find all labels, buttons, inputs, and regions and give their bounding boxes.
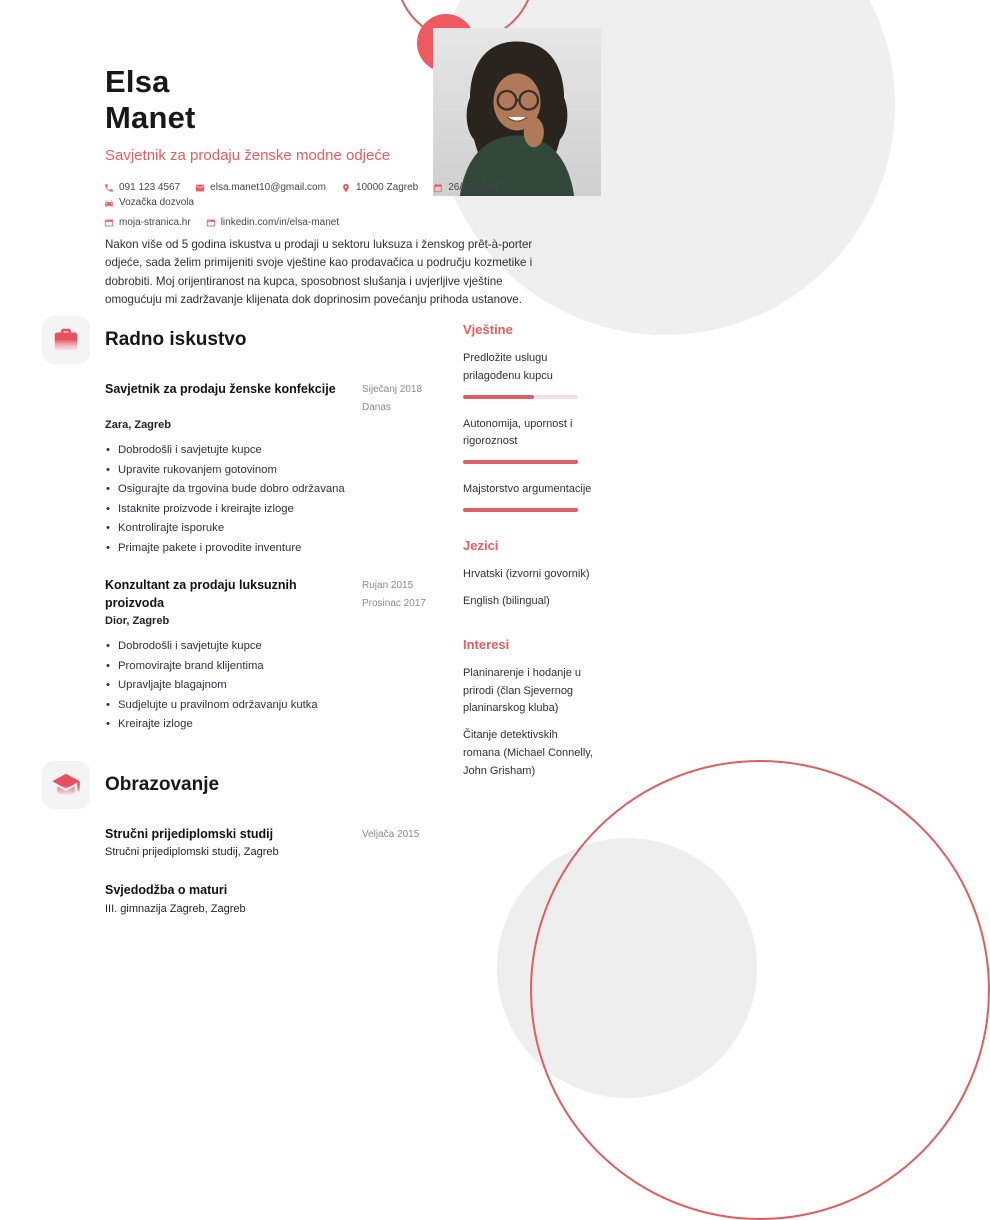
- main-column: [42, 316, 446, 939]
- language-item: English (bilingual): [463, 594, 550, 607]
- job-title: Konzultant za prodaju luksuznih proizvoda: [105, 578, 297, 610]
- job-duties-list: [105, 441, 446, 558]
- language-item: Hrvatski (izvorni govornik): [463, 568, 590, 581]
- profile-summary: Nakon više od 5 godina iskustva u prodaji u sektoru luksuza i ženskog prêt-à-porter odjeće, sada želim primijeniti svoje vještine kao prodavačica u području kozmetike i dobrobiti. Moj orijentiranost na kupca, sposobnost slušanja i uvjerljive vještine omogućuju mi zadržavanje klijenata dok doprinosim povećanju prihoda ustanove.: [105, 238, 533, 306]
- skill-label: Majstorstvo argumentacije: [463, 483, 592, 496]
- phone-contact[interactable]: [104, 182, 180, 193]
- location-icon: [341, 183, 351, 193]
- education-date: Veljača 2015: [362, 828, 420, 840]
- skill-level-bar: [463, 508, 578, 512]
- mail-icon: [195, 183, 205, 193]
- experience-section-header: [42, 316, 446, 364]
- job-duty: • Dobrodošli i savjetujte kupce: [105, 441, 446, 461]
- job-duty: • Osigurajte da trgovina bude dobro održavana: [105, 480, 446, 500]
- birthdate-text: 26/04/1994: [448, 182, 499, 193]
- job-duty: • Promovirajte brand klijentima: [105, 657, 446, 677]
- calendar-icon: [433, 183, 443, 193]
- job-duty: • Dobrodošli i savjetujte kupce: [105, 637, 446, 657]
- job-company: Zara, Zagreb: [105, 419, 172, 431]
- skills-heading: Vještine: [463, 322, 513, 337]
- location-text: 10000 Zagreb: [355, 182, 419, 193]
- job-date-end: Prosinac 2017: [362, 597, 426, 609]
- job-dates: [362, 577, 446, 612]
- job-company: Dior, Zagreb: [105, 615, 170, 628]
- profile-photo: [433, 28, 601, 196]
- website-url: moja-stranica.hr: [119, 217, 191, 228]
- briefcase-icon: [42, 316, 90, 364]
- education-section: [42, 761, 446, 915]
- job-duty: • Primajte pakete i provodite inventure: [105, 539, 446, 559]
- linkedin-contact[interactable]: [206, 217, 339, 228]
- education-school: III. gimnazija Zagreb, Zagreb: [105, 902, 246, 915]
- phone-number: 091 123 4567: [119, 182, 181, 193]
- phone-icon: [104, 183, 114, 193]
- education-school: Stručni prijediplomski studij, Zagreb: [105, 846, 279, 859]
- skill-label: Autonomija, upornost i rigoroznost: [463, 417, 573, 448]
- linkedin-icon: [206, 218, 216, 228]
- contact-info: [104, 182, 584, 237]
- graduation-cap-icon: [42, 761, 90, 809]
- languages-heading: Jezici: [463, 538, 499, 554]
- interest-item: Čitanje detektivskih romana (Michael Connelly, John Grisham): [463, 729, 594, 777]
- interests-section: [463, 637, 596, 781]
- driving-license-contact: [104, 197, 194, 208]
- skill-item: [463, 350, 596, 399]
- skill-item: [463, 481, 596, 512]
- linkedin-url: linkedin.com/in/elsa-manet: [220, 217, 340, 228]
- skill-level-bar: [463, 460, 578, 464]
- job-dates: [362, 381, 446, 416]
- professional-headline: Savjetnik za prodaju ženske modne odjeće: [105, 146, 391, 164]
- education-section-header: [42, 761, 446, 809]
- languages-section: [463, 538, 596, 611]
- sidebar-column: [463, 322, 596, 790]
- decorative-ring-bottom: [530, 760, 990, 1220]
- job-duties-list: [105, 637, 446, 735]
- person-name: [105, 64, 390, 136]
- job-date-end: Danas: [362, 401, 391, 413]
- resume-page: [0, 0, 640, 915]
- education-entry: [105, 826, 446, 859]
- job-date-start: Rujan 2015: [362, 580, 414, 592]
- email-contact[interactable]: [195, 182, 326, 193]
- job-title: Savjetnik za prodaju ženske konfekcije: [105, 382, 336, 396]
- car-icon: [104, 198, 114, 208]
- job-entry: [105, 577, 446, 735]
- education-title: Stručni prijediplomski studij: [105, 826, 274, 841]
- education-entry: [105, 882, 446, 915]
- skill-label: Predložite uslugu prilagođenu kupcu: [463, 352, 553, 382]
- email-address: elsa.manet10@gmail.com: [210, 182, 326, 193]
- job-duty: • Kontrolirajte isporuke: [105, 519, 446, 539]
- location-contact: [341, 182, 418, 193]
- skill-item: [463, 416, 596, 465]
- skill-level-bar: [463, 395, 578, 399]
- job-duty: • Istaknite proizvode i kreirajte izloge: [105, 500, 446, 520]
- job-date-start: Siječanj 2018: [362, 384, 423, 395]
- website-contact[interactable]: [104, 217, 191, 228]
- first-name: Elsa: [105, 64, 170, 99]
- job-entry: [105, 381, 446, 558]
- portrait-illustration: [433, 28, 601, 196]
- birthdate-contact: [433, 182, 498, 193]
- job-duty: • Upravite rukovanjem gotovinom: [105, 461, 446, 481]
- interest-item: Planinarenje i hodanje u prirodi (član Sjevernog planinarskog kluba): [463, 666, 582, 715]
- website-icon: [104, 218, 114, 228]
- driving-license-text: Vozačka dozvola: [119, 197, 195, 208]
- experience-heading: Radno iskustvo: [105, 329, 247, 350]
- education-title: Svjedodžba o maturi: [105, 883, 228, 898]
- job-duty: • Upravljajte blagajnom: [105, 676, 446, 696]
- interests-heading: Interesi: [463, 636, 510, 652]
- last-name: Manet: [105, 99, 196, 135]
- job-duty: • Kreirajte izloge: [105, 715, 446, 735]
- education-heading: Obrazovanje: [105, 773, 220, 795]
- job-duty: • Sudjelujte u pravilnom održavanju kutka: [105, 696, 446, 716]
